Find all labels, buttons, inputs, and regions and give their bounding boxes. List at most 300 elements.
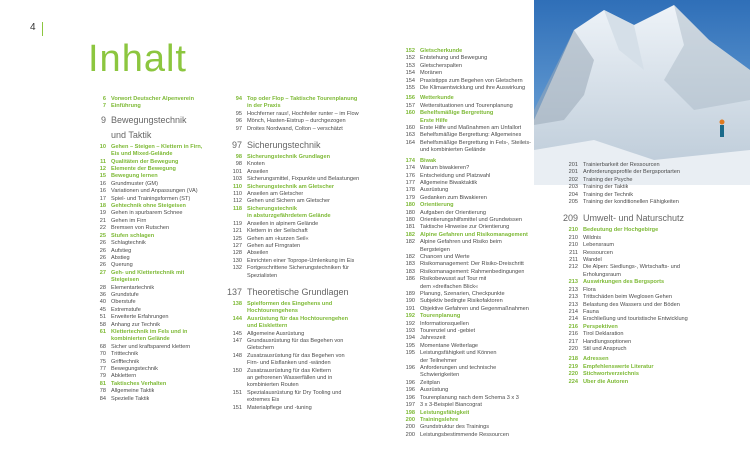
toc-entry[interactable] bbox=[400, 372, 536, 379]
toc-entry-title: Aufstieg bbox=[111, 247, 132, 254]
toc-page-number: 144 bbox=[232, 315, 242, 322]
toc-chapter-entry[interactable] bbox=[400, 95, 536, 102]
toc-chapter-entry[interactable] bbox=[91, 336, 233, 343]
toc-entry[interactable] bbox=[400, 125, 536, 132]
toc-entry-title: dem »dreifachen Blick« bbox=[420, 283, 479, 290]
toc-spacer bbox=[227, 133, 367, 136]
toc-entry-title: in der Praxis bbox=[247, 103, 281, 110]
toc-page-number bbox=[227, 308, 247, 315]
toc-entry-title: Theoretische Grundlagen bbox=[247, 286, 349, 297]
toc-entry[interactable] bbox=[227, 382, 367, 389]
toc-entry[interactable] bbox=[91, 225, 233, 232]
toc-page-number: 182 bbox=[405, 231, 415, 238]
toc-entry[interactable] bbox=[91, 366, 233, 373]
toc-page-number: 84 bbox=[99, 395, 106, 402]
toc-chapter-entry[interactable] bbox=[400, 158, 536, 165]
toc-entry-title: Hochferner raus!, Hochfeiler runter – im Flow bbox=[247, 110, 359, 117]
toc-entry-title: Anseilen in alpinem Gelände bbox=[247, 220, 319, 227]
toc-entry[interactable] bbox=[227, 176, 367, 183]
toc-chapter-entry[interactable] bbox=[91, 96, 233, 103]
toc-entry-title: Firn- und Eisflanken und -wänden bbox=[247, 360, 331, 367]
toc-page-number: 26 bbox=[99, 262, 106, 269]
toc-page-number bbox=[400, 358, 420, 365]
toc-page-number: 196 bbox=[405, 379, 415, 386]
toc-page-number: 18 bbox=[99, 203, 106, 210]
page-title: Inhalt bbox=[88, 38, 187, 80]
toc-entry[interactable] bbox=[227, 353, 367, 360]
toc-entry[interactable] bbox=[400, 55, 536, 62]
toc-entry[interactable] bbox=[400, 254, 536, 261]
toc-entry[interactable] bbox=[563, 177, 743, 184]
toc-entry[interactable] bbox=[563, 184, 743, 191]
toc-entry-title: Grundmuster (GM) bbox=[111, 180, 158, 187]
toc-entry[interactable] bbox=[227, 390, 367, 397]
toc-entry[interactable] bbox=[400, 195, 536, 202]
toc-entry-title: Gehen im Firn bbox=[111, 217, 147, 224]
toc-entry-title: Stufen schlagen bbox=[111, 232, 155, 239]
toc-page-number: 211 bbox=[569, 249, 578, 256]
toc-chapter-entry[interactable] bbox=[400, 202, 536, 209]
toc-page-number: 201 bbox=[568, 162, 578, 168]
toc-entry[interactable] bbox=[227, 191, 367, 198]
toc-entry[interactable] bbox=[400, 180, 536, 187]
toc-chapter-entry[interactable] bbox=[563, 356, 743, 363]
toc-entry-title: Taktisches Verhalten bbox=[111, 380, 167, 387]
toc-entry-title: Oberstufe bbox=[111, 299, 136, 306]
toc-entry[interactable] bbox=[227, 118, 367, 125]
toc-page-number: 210 bbox=[568, 234, 578, 241]
toc-entry[interactable] bbox=[227, 375, 367, 382]
toc-page-number: 193 bbox=[405, 328, 415, 335]
toc-page-number: 16 bbox=[99, 188, 106, 195]
toc-entry-title: Gehtechnik ohne Steigeisen bbox=[111, 203, 186, 210]
toc-chapter-entry[interactable] bbox=[563, 279, 743, 286]
toc-entry[interactable] bbox=[400, 343, 536, 350]
toc-chapter-entry[interactable] bbox=[227, 206, 367, 213]
toc-entry-title: Tourenplanung nach dem Schema 3 x 3 bbox=[420, 394, 519, 401]
toc-entry[interactable] bbox=[400, 276, 536, 283]
toc-entry-title: Gehen am »kurzen Seil« bbox=[247, 235, 309, 242]
toc-page-number: 202 bbox=[568, 176, 578, 183]
toc-entry-title: Praxistipps zum Begehen von Gletschern bbox=[420, 77, 523, 84]
toc-page-number: 153 bbox=[405, 62, 415, 69]
toc-entry-title: an gefrorenen Wasserfällen und in bbox=[247, 375, 333, 381]
toc-page-number: 118 bbox=[232, 205, 242, 212]
toc-entry[interactable] bbox=[400, 140, 536, 147]
toc-section-heading[interactable] bbox=[91, 115, 233, 126]
toc-entry-title: Ausrüstung für das Hochtourengehen bbox=[247, 315, 349, 322]
toc-entry-title: Taktische Hinweise zur Orientierung bbox=[420, 224, 510, 231]
toc-entry[interactable] bbox=[91, 314, 233, 321]
toc-page-number: 210 bbox=[568, 227, 578, 234]
toc-entry-title: Gletscherspalten bbox=[420, 62, 462, 69]
toc-page-number: 36 bbox=[99, 291, 106, 298]
toc-entry[interactable] bbox=[91, 292, 233, 299]
toc-page-number bbox=[227, 323, 247, 330]
toc-page-number: 217 bbox=[568, 338, 578, 345]
toc-entry[interactable] bbox=[563, 316, 743, 323]
toc-page-number: 164 bbox=[405, 139, 415, 146]
toc-entry-title: Fauna bbox=[583, 308, 599, 315]
toc-entry[interactable] bbox=[227, 345, 367, 352]
toc-entry-title: extremes Eis bbox=[247, 397, 280, 404]
toc-entry[interactable] bbox=[400, 210, 536, 217]
toc-entry[interactable] bbox=[227, 236, 367, 243]
toc-chapter-entry[interactable] bbox=[400, 118, 536, 125]
toc-entry[interactable] bbox=[400, 402, 536, 409]
toc-page-number: 163 bbox=[405, 132, 415, 139]
toc-entry-title: kombinierten Gelände bbox=[111, 336, 170, 343]
toc-entry[interactable] bbox=[400, 63, 536, 70]
toc-entry[interactable] bbox=[563, 287, 743, 294]
toc-entry[interactable] bbox=[91, 285, 233, 292]
toc-section-heading[interactable] bbox=[227, 140, 367, 151]
toc-entry-title: Anforderungsprofile der Bergsportarten bbox=[583, 169, 681, 176]
toc-page-number: 138 bbox=[232, 300, 242, 307]
toc-spacer bbox=[227, 280, 367, 283]
toc-page-number bbox=[227, 375, 247, 382]
toc-entry[interactable] bbox=[563, 272, 743, 279]
toc-entry[interactable] bbox=[563, 346, 743, 353]
toc-page-number: 200 bbox=[405, 424, 415, 431]
toc-chapter-entry[interactable] bbox=[227, 301, 367, 308]
toc-entry-title: Wettersituationen und Tourenplanung bbox=[420, 102, 513, 109]
toc-chapter-entry[interactable] bbox=[91, 270, 233, 277]
toc-entry-title: Zusatzausrüstung für das Klettern bbox=[247, 367, 331, 374]
toc-entry[interactable] bbox=[227, 273, 367, 280]
toc-entry-title: Belastung des Wassers und der Böden bbox=[583, 301, 680, 308]
toc-entry[interactable] bbox=[563, 331, 743, 338]
toc-entry[interactable] bbox=[400, 187, 536, 194]
toc-entry[interactable] bbox=[91, 307, 233, 314]
toc-page-number: 70 bbox=[99, 351, 106, 358]
toc-column-2 bbox=[227, 96, 367, 412]
toc-entry[interactable] bbox=[91, 196, 233, 203]
toc-page-number: 145 bbox=[232, 330, 242, 337]
toc-entry[interactable] bbox=[227, 250, 367, 257]
toc-chapter-entry[interactable] bbox=[400, 410, 536, 417]
toc-page-number: 128 bbox=[232, 250, 242, 257]
toc-entry-title: Auswirkungen des Bergsports bbox=[583, 279, 665, 286]
toc-chapter-entry[interactable] bbox=[227, 308, 367, 315]
toc-entry-title: Adressen bbox=[583, 356, 609, 363]
toc-chapter-entry[interactable] bbox=[91, 277, 233, 284]
toc-entry[interactable] bbox=[400, 173, 536, 180]
toc-entry[interactable] bbox=[227, 198, 367, 205]
toc-page-number: 210 bbox=[568, 242, 578, 249]
toc-entry-title: Chancen und Werte bbox=[420, 253, 470, 260]
toc-entry[interactable] bbox=[91, 248, 233, 255]
toc-entry[interactable] bbox=[400, 365, 536, 372]
toc-entry[interactable] bbox=[227, 243, 367, 250]
toc-entry[interactable] bbox=[400, 350, 536, 357]
toc-entry-title: Stil und Anspruch bbox=[583, 345, 627, 352]
toc-entry-title: Allgemeine Taktik bbox=[111, 388, 155, 395]
toc-entry[interactable] bbox=[227, 338, 367, 345]
toc-chapter-entry[interactable] bbox=[563, 364, 743, 371]
toc-page-number: 155 bbox=[405, 85, 415, 92]
toc-entry[interactable] bbox=[563, 250, 743, 257]
toc-chapter-entry[interactable] bbox=[91, 103, 233, 110]
toc-entry[interactable] bbox=[563, 235, 743, 242]
toc-page-number: 132 bbox=[232, 265, 242, 272]
toc-entry-title: Trainingslehre bbox=[420, 416, 459, 423]
toc-chapter-entry[interactable] bbox=[91, 166, 233, 173]
toc-entry-title: Training der Technik bbox=[583, 191, 634, 198]
toc-entry[interactable] bbox=[400, 358, 536, 365]
toc-entry-title: Ausrüstung bbox=[420, 387, 449, 394]
toc-entry-title: 3 x 3-Beispiel Biancograt bbox=[420, 402, 482, 409]
toc-chapter-entry[interactable] bbox=[227, 316, 367, 323]
toc-page-number: 213 bbox=[568, 286, 578, 293]
toc-entry[interactable] bbox=[400, 321, 536, 328]
toc-entry-title: Training der Psyche bbox=[583, 176, 633, 183]
toc-chapter-entry[interactable] bbox=[91, 159, 233, 166]
toc-entry[interactable] bbox=[91, 322, 233, 329]
toc-entry[interactable] bbox=[563, 242, 743, 249]
toc-entry[interactable] bbox=[227, 161, 367, 168]
toc-section-heading[interactable] bbox=[91, 130, 233, 141]
toc-entry-title: Moränen bbox=[420, 70, 443, 77]
page-number-rule bbox=[42, 22, 43, 36]
toc-entry[interactable] bbox=[563, 169, 743, 176]
toc-page-number: 119 bbox=[233, 220, 242, 227]
toc-entry-title: Mönch, Hasten-Eistrup – durchgezogen bbox=[247, 118, 346, 125]
toc-chapter-entry[interactable] bbox=[400, 232, 536, 239]
toc-page-number bbox=[400, 284, 420, 291]
toc-entry[interactable] bbox=[400, 424, 536, 431]
toc-entry[interactable] bbox=[400, 247, 536, 254]
toc-page-number: 130 bbox=[232, 257, 242, 264]
toc-entry-title: Flora bbox=[583, 286, 596, 293]
toc-chapter-entry[interactable] bbox=[563, 227, 743, 234]
toc-page-number: 152 bbox=[405, 48, 415, 54]
toc-entry-title: Leistungsfähigkeit und Können bbox=[420, 350, 497, 357]
toc-page-number: 183 bbox=[405, 261, 415, 268]
toc-entry[interactable] bbox=[563, 257, 743, 264]
toc-entry-title: Die Klimaentwicklung und ihre Auswirkung bbox=[420, 85, 526, 92]
toc-entry[interactable] bbox=[400, 380, 536, 387]
toc-entry-title: Grundstufe bbox=[111, 291, 139, 298]
toc-chapter-entry[interactable] bbox=[91, 151, 233, 158]
toc-chapter-entry[interactable] bbox=[227, 213, 367, 220]
toc-entry[interactable] bbox=[563, 264, 743, 271]
toc-entry[interactable] bbox=[91, 188, 233, 195]
toc-page-number: 137 bbox=[227, 286, 243, 297]
toc-chapter-entry[interactable] bbox=[400, 417, 536, 424]
toc-entry[interactable] bbox=[400, 335, 536, 342]
toc-entry[interactable] bbox=[227, 265, 367, 272]
toc-entry-title: in absturzgefährdetem Gelände bbox=[247, 213, 331, 220]
toc-entry[interactable] bbox=[400, 328, 536, 335]
toc-chapter-entry[interactable] bbox=[227, 96, 367, 103]
toc-entry[interactable] bbox=[400, 261, 536, 268]
toc-entry-title: Orientierung bbox=[420, 202, 454, 209]
toc-chapter-entry[interactable] bbox=[400, 48, 536, 55]
toc-entry[interactable] bbox=[91, 373, 233, 380]
toc-page-number: 224 bbox=[568, 378, 578, 385]
toc-entry[interactable] bbox=[400, 217, 536, 224]
toc-page-number: 51 bbox=[99, 314, 106, 321]
toc-page-number: 174 bbox=[405, 165, 415, 172]
toc-page-number: 10 bbox=[99, 143, 106, 150]
toc-page-number: 191 bbox=[405, 305, 415, 312]
toc-page-number: 200 bbox=[405, 416, 415, 423]
toc-page-number: 28 bbox=[99, 284, 106, 291]
toc-chapter-entry[interactable] bbox=[91, 381, 233, 388]
toc-chapter-entry[interactable] bbox=[400, 313, 536, 320]
toc-chapter-entry[interactable] bbox=[227, 323, 367, 330]
toc-page-number: 192 bbox=[405, 313, 415, 320]
toc-entry[interactable] bbox=[91, 351, 233, 358]
toc-entry[interactable] bbox=[400, 306, 536, 313]
toc-entry[interactable] bbox=[91, 218, 233, 225]
toc-entry[interactable] bbox=[563, 192, 743, 199]
toc-entry[interactable] bbox=[400, 239, 536, 246]
toc-entry[interactable] bbox=[91, 396, 233, 403]
toc-entry-title: Zusatzausrüstung für das Begehen von bbox=[247, 352, 345, 359]
toc-entry[interactable] bbox=[91, 210, 233, 217]
toc-entry-title: Materialpflege und -tuning bbox=[247, 404, 312, 411]
toc-entry[interactable] bbox=[563, 309, 743, 316]
toc-entry[interactable] bbox=[563, 199, 743, 206]
toc-page-number: 201 bbox=[568, 169, 578, 176]
toc-entry[interactable] bbox=[227, 111, 367, 118]
toc-entry-title: Sicherungstechnik bbox=[247, 205, 298, 212]
toc-page-number: 21 bbox=[99, 217, 106, 224]
toc-entry[interactable] bbox=[400, 395, 536, 402]
toc-entry-title: Risikobewusst auf Tour mit bbox=[420, 276, 487, 283]
toc-page-number: 196 bbox=[405, 387, 415, 394]
toc-chapter-entry[interactable] bbox=[563, 324, 743, 331]
toc-entry[interactable] bbox=[400, 284, 536, 291]
toc-entry[interactable] bbox=[400, 85, 536, 92]
toc-entry[interactable] bbox=[400, 387, 536, 394]
toc-entry[interactable] bbox=[400, 269, 536, 276]
toc-entry[interactable] bbox=[563, 162, 743, 169]
toc-section-heading[interactable] bbox=[227, 287, 367, 298]
toc-chapter-entry[interactable] bbox=[91, 173, 233, 180]
toc-entry[interactable] bbox=[227, 126, 367, 133]
toc-entry-title: Jahreszeit bbox=[420, 335, 446, 342]
toc-entry-title: Trainierbarkeit der Ressourcen bbox=[583, 162, 660, 168]
toc-entry[interactable] bbox=[227, 221, 367, 228]
toc-page-number bbox=[91, 336, 111, 343]
toc-entry-title: Elementartechnik bbox=[111, 284, 155, 291]
toc-entry[interactable] bbox=[91, 181, 233, 188]
toc-entry[interactable] bbox=[227, 368, 367, 375]
toc-page-number: 15 bbox=[99, 173, 106, 180]
toc-entry-title: Leistungsbestimmende Ressourcen bbox=[420, 431, 509, 438]
toc-entry-title: Biwak bbox=[420, 157, 437, 164]
toc-entry[interactable] bbox=[91, 299, 233, 306]
toc-page-number: 154 bbox=[405, 70, 415, 77]
toc-entry[interactable] bbox=[400, 432, 536, 439]
toc-entry[interactable] bbox=[227, 228, 367, 235]
toc-entry[interactable] bbox=[400, 291, 536, 298]
toc-entry[interactable] bbox=[227, 360, 367, 367]
toc-page-number: 212 bbox=[568, 264, 578, 271]
toc-entry[interactable] bbox=[227, 331, 367, 338]
toc-entry-title: Droites Nordwand, Colton – verschätzt bbox=[247, 125, 343, 132]
toc-entry[interactable] bbox=[91, 344, 233, 351]
toc-page-number bbox=[91, 151, 111, 158]
toc-chapter-entry[interactable] bbox=[563, 371, 743, 378]
toc-entry-title: Erschließung und touristische Entwicklung bbox=[583, 316, 688, 323]
toc-entry[interactable] bbox=[563, 302, 743, 309]
toc-entry[interactable] bbox=[400, 132, 536, 139]
toc-entry[interactable] bbox=[400, 224, 536, 231]
toc-page-number: 110 bbox=[233, 191, 242, 198]
toc-entry[interactable] bbox=[91, 359, 233, 366]
toc-entry[interactable] bbox=[400, 103, 536, 110]
toc-entry-title: Orientierungshilfsmittel und Grundwissen bbox=[420, 216, 522, 223]
toc-entry[interactable] bbox=[400, 78, 536, 85]
toc-entry-title: Erweiterte Erfahrungen bbox=[111, 314, 169, 321]
toc-chapter-entry[interactable] bbox=[91, 233, 233, 240]
toc-entry[interactable] bbox=[563, 294, 743, 301]
toc-page-number: 26 bbox=[99, 254, 106, 261]
toc-entry-title: Risikomanagement: Rahmenbedingungen bbox=[420, 268, 525, 275]
toc-chapter-entry[interactable] bbox=[91, 203, 233, 210]
toc-entry[interactable] bbox=[227, 405, 367, 412]
toc-chapter-entry[interactable] bbox=[91, 144, 233, 151]
toc-entry-title: Allgemeine Ausrüstung bbox=[247, 330, 305, 337]
toc-entry[interactable] bbox=[91, 388, 233, 395]
toc-page-number: 147 bbox=[232, 337, 242, 344]
toc-entry-title: Zeitplan bbox=[420, 379, 440, 386]
toc-entry-title: Gedanken zum Biwakieren bbox=[420, 194, 487, 201]
toc-entry-title: Entstehung und Bewegung bbox=[420, 55, 488, 62]
toc-entry[interactable] bbox=[400, 165, 536, 172]
toc-entry[interactable] bbox=[400, 298, 536, 305]
toc-entry-title: Perspektiven bbox=[583, 323, 618, 330]
toc-entry-title: Planung, Szenarien, Checkpunkte bbox=[420, 291, 505, 297]
toc-entry[interactable] bbox=[227, 397, 367, 404]
toc-page-number: 196 bbox=[405, 394, 415, 401]
toc-chapter-entry[interactable] bbox=[227, 103, 367, 110]
toc-page-number: 26 bbox=[99, 247, 106, 254]
toc-entry-title: und kombinierten Gelände bbox=[420, 147, 486, 154]
toc-entry-title: Vorwort Deutscher Alpenverein bbox=[111, 96, 194, 102]
toc-page-number: 103 bbox=[232, 176, 242, 183]
toc-page-number: 183 bbox=[405, 268, 415, 275]
toc-entry[interactable] bbox=[227, 258, 367, 265]
toc-entry-title: Erste Hilfe bbox=[420, 117, 448, 124]
toc-spacer bbox=[563, 206, 743, 209]
toc-chapter-entry[interactable] bbox=[563, 379, 743, 386]
toc-entry-title: Wetterkunde bbox=[420, 95, 454, 102]
toc-page-number bbox=[227, 103, 247, 110]
toc-chapter-entry[interactable] bbox=[227, 184, 367, 191]
toc-chapter-entry[interactable] bbox=[91, 329, 233, 336]
toc-entry-title: Gletschern bbox=[247, 345, 275, 352]
toc-entry[interactable] bbox=[400, 147, 536, 154]
toc-entry-title: Klettertechnik im Fels und in bbox=[111, 328, 188, 335]
toc-entry[interactable] bbox=[563, 339, 743, 346]
toc-entry-title: Bewegungstechnik bbox=[111, 366, 158, 372]
toc-entry[interactable] bbox=[91, 262, 233, 269]
toc-chapter-entry[interactable] bbox=[400, 110, 536, 117]
toc-page-number: 6 bbox=[102, 96, 106, 102]
toc-entry[interactable] bbox=[227, 169, 367, 176]
toc-chapter-entry[interactable] bbox=[227, 154, 367, 161]
toc-section-heading[interactable] bbox=[563, 213, 743, 224]
toc-entry[interactable] bbox=[91, 255, 233, 262]
toc-entry[interactable] bbox=[91, 240, 233, 247]
toc-page-number: 40 bbox=[99, 299, 106, 306]
toc-entry[interactable] bbox=[400, 70, 536, 77]
